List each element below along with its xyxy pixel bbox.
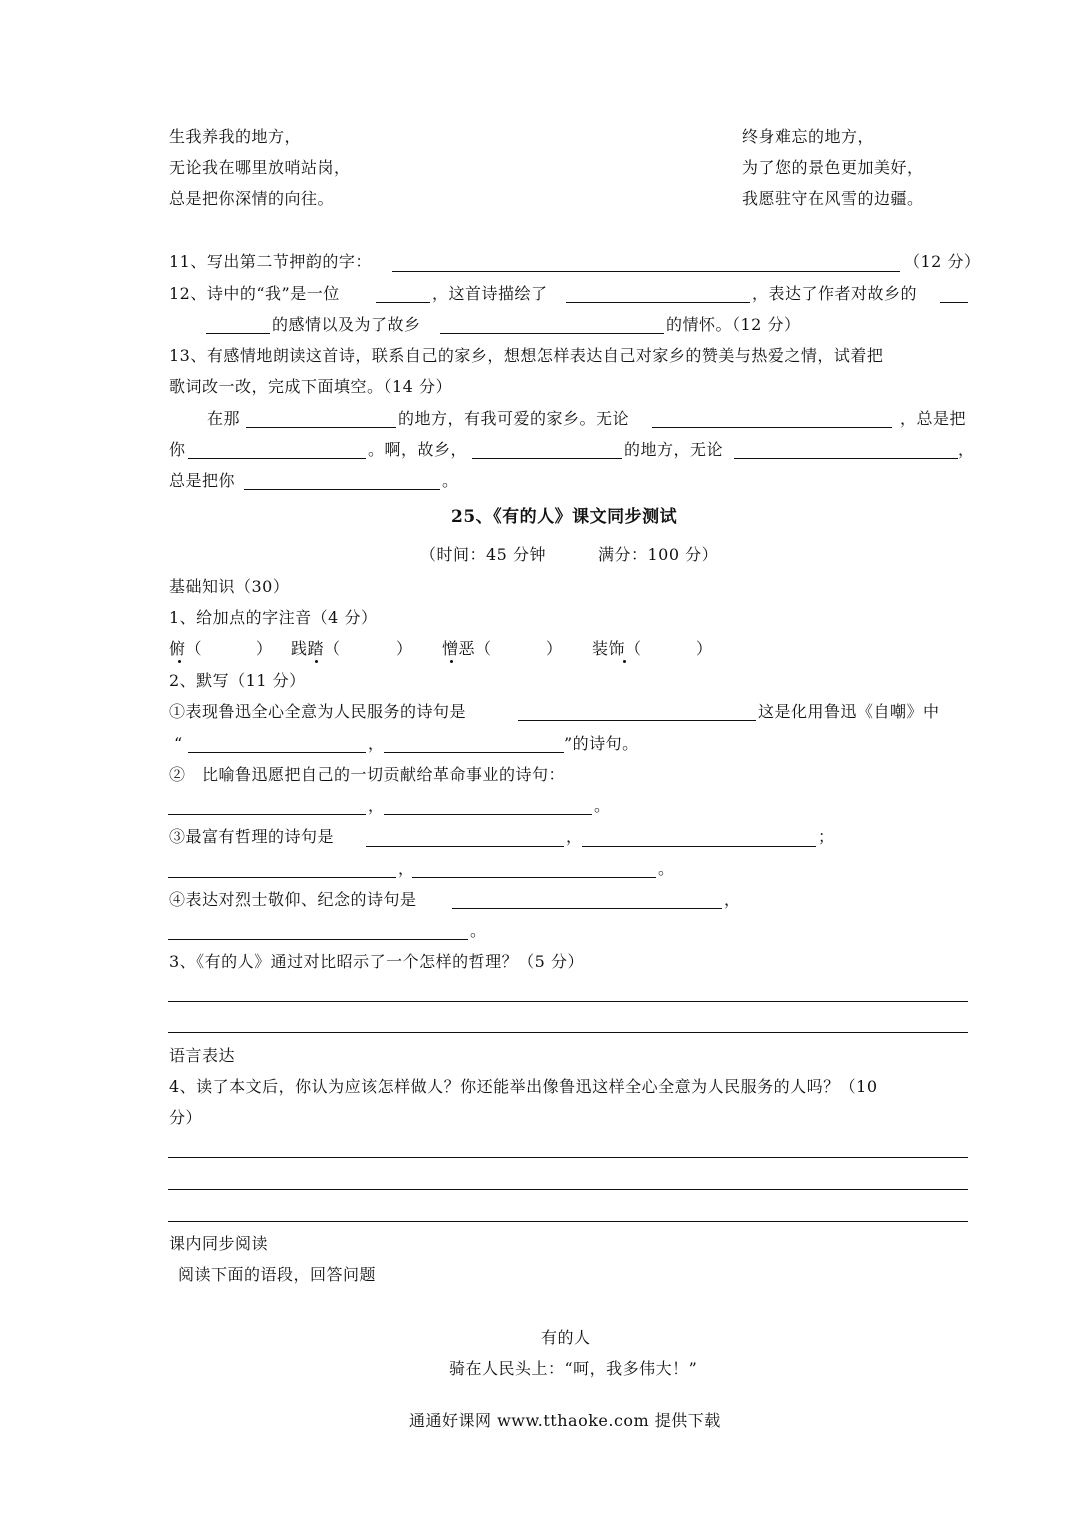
pinyin-item: 俯（ [169, 639, 203, 658]
fill-text: 总是把你 [169, 471, 236, 490]
pinyin-item: ） [256, 639, 273, 658]
answer-blank[interactable] [518, 720, 756, 721]
fill-text: 的地方，有我可爱的家乡。无论 [398, 409, 630, 428]
pinyin-item: 践踏（ [291, 639, 341, 658]
poem-right-line-2: 为了您的景色更加美好， [742, 158, 924, 177]
answer-line[interactable] [168, 1221, 968, 1222]
answer-blank[interactable] [472, 458, 622, 459]
answer-blank[interactable] [412, 877, 656, 878]
pinyin-item: ） [696, 639, 713, 658]
answer-blank[interactable] [206, 333, 270, 334]
section-title: 25、《有的人》课文同步测试 [451, 507, 678, 527]
pinyin-item: 装饰（ [592, 639, 642, 658]
answer-line[interactable] [168, 1001, 968, 1002]
poem-left-line-1: 生我养我的地方， [169, 127, 302, 146]
comma: ， [368, 796, 385, 815]
full-score: 满分：100 分） [598, 545, 719, 564]
question-13-line-1: 13、有感情地朗读这首诗，联系自己的家乡，想想怎样表达自己对家乡的赞美与热爱之情，试着把 [169, 346, 884, 365]
language-heading: 语言表达 [169, 1046, 236, 1065]
quote-close: ”的诗句。 [564, 734, 639, 753]
answer-blank[interactable] [188, 752, 366, 753]
b2-item-2: ② 比喻鲁迅愿把自己的一切贡献给革命事业的诗句： [169, 765, 566, 784]
question-4-line-2: 分） [169, 1108, 203, 1127]
fill-text: 。 [442, 471, 459, 490]
answer-blank[interactable] [376, 302, 430, 303]
question-12-part-d: 的感情以及为了故乡 [272, 315, 421, 334]
poem-right-line-3: 我愿驻守在风雪的边疆。 [742, 189, 924, 208]
question-b1: 1、给加点的字注音（4 分） [169, 608, 378, 627]
reading-heading: 课内同步阅读 [169, 1234, 269, 1253]
semicolon: ； [818, 827, 835, 846]
fill-text: 在那 [207, 409, 241, 428]
emphasis-dot [178, 660, 181, 663]
answer-blank[interactable] [188, 458, 366, 459]
answer-blank[interactable] [734, 458, 958, 459]
quote-open: “ [174, 734, 183, 753]
emphasis-dot [450, 660, 453, 663]
poem-right-line-1: 终身难忘的地方， [742, 127, 875, 146]
pinyin-item: ） [396, 639, 413, 658]
answer-blank[interactable] [246, 427, 396, 428]
answer-blank[interactable] [940, 302, 968, 303]
question-11-score: （12 分） [904, 252, 981, 271]
answer-blank[interactable] [566, 302, 750, 303]
reading-instruction: 阅读下面的语段，回答问题 [178, 1265, 377, 1284]
b2-item-3: ③最富有哲理的诗句是 [169, 827, 335, 846]
answer-blank[interactable] [582, 846, 816, 847]
fill-text: 你 [169, 440, 186, 459]
answer-blank[interactable] [244, 489, 440, 490]
comma: ， [398, 859, 415, 878]
fill-text: ，总是把 [900, 409, 967, 428]
answer-blank[interactable] [168, 814, 366, 815]
b2-item-1: ①表现鲁迅全心全意为人民服务的诗句是 [169, 702, 467, 721]
pinyin-item: 憎恶（ [442, 639, 492, 658]
period: 。 [470, 921, 487, 940]
poem-left-line-2: 无论我在哪里放哨站岗， [169, 158, 351, 177]
fill-text: 。啊，故乡， [368, 440, 468, 459]
poem-title: 有的人 [541, 1328, 591, 1347]
fill-text: 的地方，无论 [624, 440, 724, 459]
answer-blank[interactable] [652, 427, 892, 428]
answer-blank[interactable] [452, 908, 722, 909]
question-12-part-b: ，这首诗描绘了 [432, 284, 548, 303]
question-13-line-2: 歌词改一改，完成下面填空。（14 分） [169, 377, 452, 396]
answer-blank[interactable] [168, 877, 396, 878]
question-12-part-e: 的情怀。（12 分） [666, 315, 801, 334]
answer-blank[interactable] [392, 271, 900, 272]
comma: ， [368, 734, 385, 753]
b2-item-1-tail: 这是化用鲁迅《自嘲》中 [758, 702, 940, 721]
page-footer: 通通好课网 www.tthaoke.com 提供下载 [409, 1411, 721, 1430]
emphasis-dot [315, 660, 318, 663]
answer-blank[interactable] [384, 814, 592, 815]
comma: ， [724, 890, 741, 909]
answer-blank[interactable] [366, 846, 564, 847]
poem-left-line-3: 总是把你深情的向往。 [169, 189, 335, 208]
answer-line[interactable] [168, 1032, 968, 1033]
answer-blank[interactable] [168, 939, 468, 940]
emphasis-dot [623, 660, 626, 663]
question-12-part-a: 12、诗中的“我”是一位 [169, 284, 340, 303]
pinyin-item: ） [546, 639, 563, 658]
basics-heading: 基础知识（30） [169, 577, 290, 596]
time-limit: （时间：45 分钟 [420, 545, 546, 564]
question-b2: 2、默写（11 分） [169, 671, 306, 690]
question-b3: 3、《有的人》通过对比昭示了一个怎样的哲理？（5 分） [169, 952, 584, 971]
b2-item-4: ④表达对烈士敬仰、纪念的诗句是 [169, 890, 417, 909]
comma: ， [566, 827, 583, 846]
period: 。 [658, 859, 675, 878]
poem-line: 骑在人民头上：“呵，我多伟大！” [449, 1359, 698, 1378]
answer-blank[interactable] [384, 752, 564, 753]
answer-blank[interactable] [440, 333, 664, 334]
answer-line[interactable] [168, 1189, 968, 1190]
fill-text: ， [958, 440, 975, 459]
question-11: 11、写出第二节押韵的字： [169, 252, 372, 271]
question-12-part-c: ，表达了作者对故乡的 [752, 284, 918, 303]
answer-line[interactable] [168, 1157, 968, 1158]
question-4-line-1: 4、读了本文后，你认为应该怎样做人？你还能举出像鲁迅这样全心全意为人民服务的人吗？（10 [169, 1077, 878, 1096]
period: 。 [594, 796, 611, 815]
